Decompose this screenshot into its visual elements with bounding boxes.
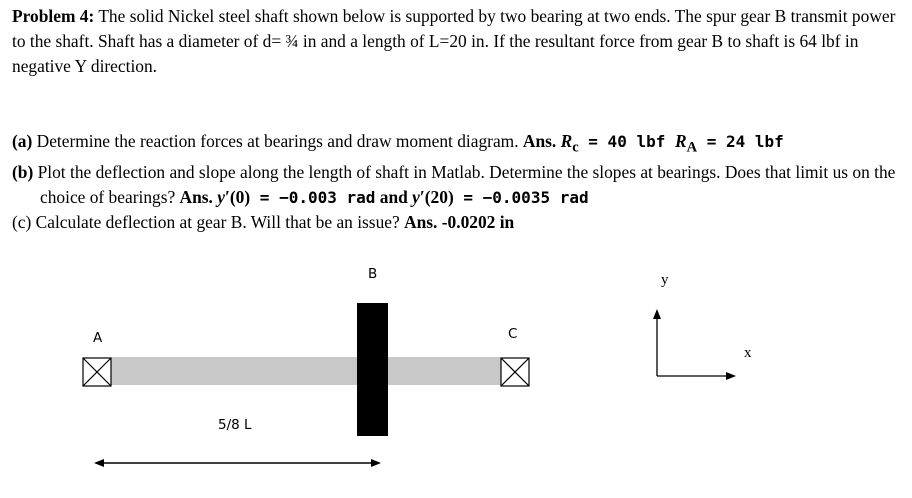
rc-answer: $R_c = 40$ lbf $R_A = 24$ lbf — [560, 131, 784, 156]
bearing-c — [501, 358, 529, 386]
axis-x-label: x — [744, 345, 752, 361]
y-arrowhead — [653, 309, 661, 319]
x-arrowhead — [726, 372, 736, 380]
problem-intro: Problem 4: The solid Nickel steel shaft shown below is supported by two bearing at two ends. The spur gear B transmit power to the shaft. Shaft has a diameter of d= ¾ in and a length of L=20 in. If the resultant force from gear B to shaft is 64 lbf in negative Y direction. — [12, 6, 896, 76]
bearing-a — [83, 358, 111, 386]
axes-triad — [653, 309, 736, 380]
part-c: (c) Calculate deflection at gear B. Will that be an issue? Ans. -0.0202 in — [12, 212, 515, 233]
dimension-arrow — [94, 459, 381, 467]
dimension-label: 5/8 L — [218, 417, 252, 433]
part-b: (b) Plot the deflection and slope along the length of shaft in Matlab. Determine the slopes at bearings. Does that limit us on the choice of bearings? Ans. y′(0) = −0.003 rad and y′(20) = −0.0035 rad — [12, 162, 896, 208]
gear-b — [357, 303, 388, 436]
label-a: A — [93, 330, 103, 346]
part-a: (a) Determine the reaction forces at bearings and draw moment diagram. Ans. $R_c = 40$ lbf $R_A = 24$ lbf — [12, 131, 784, 156]
problem-heading: Problem 4: — [12, 6, 95, 26]
slope-answers: y′(0) = −0.003 rad and y′(20) = −0.0035 rad — [217, 187, 589, 208]
axis-y-label: y — [661, 272, 669, 288]
label-c: C — [508, 326, 518, 342]
shaft — [111, 357, 501, 385]
label-b: B — [368, 266, 378, 282]
